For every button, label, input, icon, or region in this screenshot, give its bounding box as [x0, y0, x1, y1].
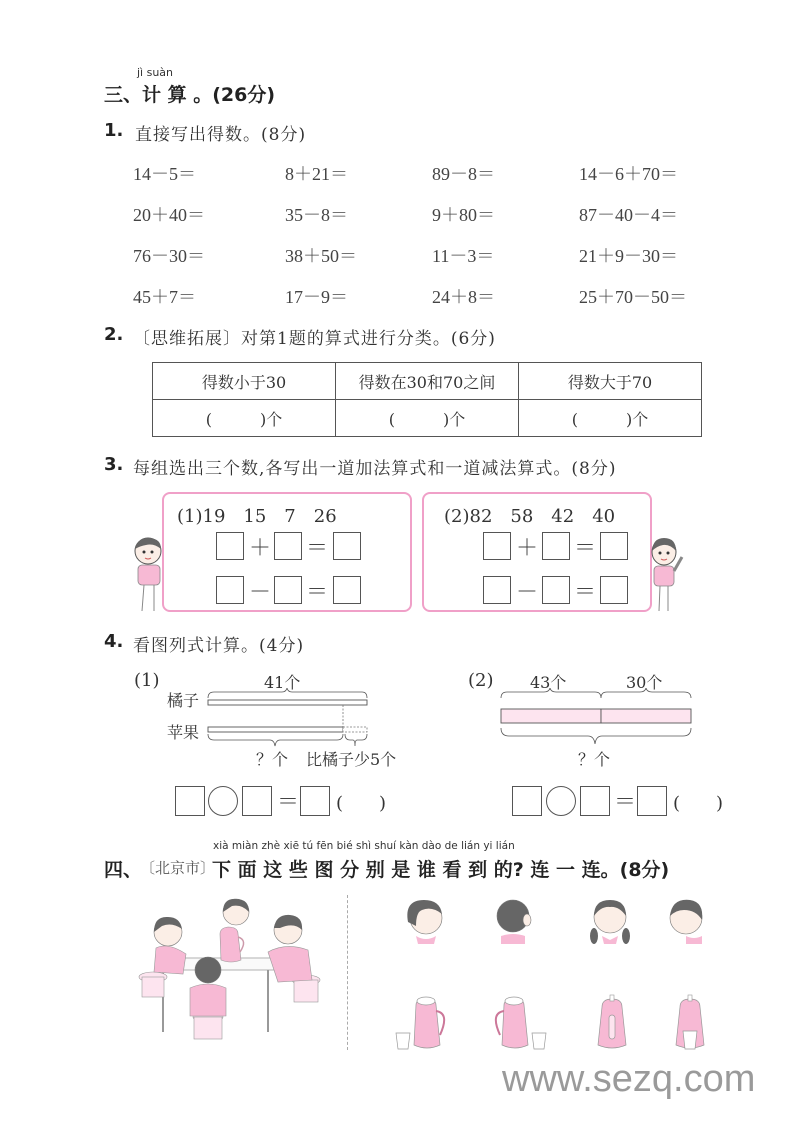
section4-title-prefix: 四、	[104, 859, 143, 881]
equation: 9＋80＝	[432, 205, 495, 225]
answer-blank[interactable]: ( )个	[336, 400, 519, 437]
equals-sign: ＝	[277, 790, 300, 815]
part-1-label: (1)	[134, 670, 160, 691]
equation: 87－40－4＝	[579, 205, 678, 225]
comparison-bar-diagram	[200, 688, 375, 748]
answer-box[interactable]	[600, 532, 628, 560]
equals-sign: ＝	[614, 790, 637, 815]
unknown-count-label: ？个	[256, 750, 289, 769]
answer-box[interactable]	[300, 786, 330, 816]
answer-box[interactable]	[216, 532, 244, 560]
q1-number: 1.	[104, 120, 124, 141]
equation: 14－5＝	[133, 164, 196, 184]
q4-number: 4.	[104, 631, 124, 652]
top-count-label: 41个	[264, 673, 301, 692]
answer-box[interactable]	[333, 532, 361, 560]
difference-note: 比橘子少5个	[306, 750, 397, 769]
equation: 11－3＝	[432, 246, 495, 266]
equation: 25＋70－50＝	[579, 287, 687, 307]
answer-box[interactable]	[483, 532, 511, 560]
answer-box[interactable]	[333, 576, 361, 604]
q2-text: 〔思维拓展〕对第1题的算式进行分类。(6分)	[133, 329, 496, 349]
right-count-label: 30个	[626, 673, 663, 692]
jug-handle-left-cup-right-icon[interactable]	[490, 993, 552, 1053]
answer-box[interactable]	[175, 786, 205, 816]
equation: 89－8＝	[432, 164, 495, 184]
answer-box[interactable]	[542, 576, 570, 604]
operator-circle[interactable]	[546, 786, 576, 816]
answer-box[interactable]	[274, 532, 302, 560]
jug-handle-front-icon[interactable]	[592, 993, 632, 1053]
equation: 45＋7＝	[133, 287, 196, 307]
plus-sign: ＋	[249, 536, 272, 561]
unknown-total-label: ？个	[578, 750, 611, 769]
section3-pinyin: jì suàn	[137, 66, 174, 79]
q3-text: 每组选出三个数,各写出一道加法算式和一道减法算式。(8分)	[133, 459, 617, 479]
row-orange-label: 橘子	[167, 691, 200, 710]
section3-title: 三、计 算 。(26分)	[104, 84, 276, 106]
section4-pinyin: xià miàn zhè xiē tú fēn bié shì shuí kàn dào de lián yi lián	[213, 840, 515, 852]
answer-box[interactable]	[580, 786, 610, 816]
group-1-numbers: (1)19 15 7 26	[177, 506, 337, 527]
equation: 14－6＋70＝	[579, 164, 678, 184]
equals-sign: ＝	[306, 536, 329, 561]
answer-box[interactable]	[637, 786, 667, 816]
jug-handle-right-cup-left-icon[interactable]	[392, 993, 454, 1053]
equation: 8＋21＝	[285, 164, 348, 184]
unit-blank[interactable]: ( )	[336, 793, 387, 814]
equation: 20＋40＝	[133, 205, 205, 225]
classification-table	[152, 362, 702, 437]
answer-box[interactable]	[542, 532, 570, 560]
table-header-cell: 得数在30和70之间	[336, 363, 519, 400]
equation: 17－9＝	[285, 287, 348, 307]
equation: 38＋50＝	[285, 246, 357, 266]
equation: 76－30＝	[133, 246, 205, 266]
watermark: www.sezq.com	[502, 1058, 756, 1100]
group-2-numbers: (2)82 58 42 40	[444, 506, 616, 527]
plus-sign: ＋	[516, 536, 539, 561]
answer-box[interactable]	[274, 576, 302, 604]
girl-braids-front-view-icon[interactable]	[585, 892, 635, 952]
equation: 24＋8＝	[432, 287, 495, 307]
table-header-cell: 得数小于30	[153, 363, 336, 400]
answer-box[interactable]	[242, 786, 272, 816]
part-whole-bar-diagram	[500, 688, 695, 750]
answer-blank[interactable]: ( )个	[519, 400, 702, 437]
region-tag: 〔北京市〕	[140, 859, 216, 877]
table-row	[153, 400, 702, 437]
q3-number: 3.	[104, 454, 124, 475]
q2-number: 2.	[104, 324, 124, 345]
answer-blank[interactable]: ( )个	[153, 400, 336, 437]
girl-ponytail-side-view-icon[interactable]	[398, 892, 448, 947]
row-apple-label: 苹果	[167, 723, 200, 742]
section4-title: 下 面 这 些 图 分 别 是 谁 看 到 的? 连 一 连。(8分)	[212, 859, 670, 881]
left-count-label: 43个	[530, 673, 567, 692]
answer-box[interactable]	[600, 576, 628, 604]
answer-box[interactable]	[216, 576, 244, 604]
girl-character-icon	[648, 535, 688, 615]
equals-sign: ＝	[574, 536, 597, 561]
equals-sign: ＝	[306, 580, 329, 605]
minus-sign: －	[516, 580, 539, 605]
q1-text: 直接写出得数。(8分)	[135, 125, 307, 145]
table-header-cell: 得数大于70	[519, 363, 702, 400]
minus-sign: －	[249, 580, 272, 605]
boy-side-view-icon[interactable]	[662, 892, 712, 947]
children-at-table-illustration	[128, 892, 338, 1042]
equals-sign: ＝	[574, 580, 597, 605]
operator-circle[interactable]	[208, 786, 238, 816]
equation: 21＋9－30＝	[579, 246, 678, 266]
answer-box[interactable]	[483, 576, 511, 604]
divider-line	[347, 895, 348, 1050]
boy-back-view-icon[interactable]	[489, 892, 539, 947]
equation: 35－8＝	[285, 205, 348, 225]
answer-box[interactable]	[512, 786, 542, 816]
table-header-row	[153, 363, 702, 400]
unit-blank[interactable]: ( )	[673, 793, 724, 814]
part-2-label: (2)	[468, 670, 494, 691]
jug-spout-front-cup-icon[interactable]	[670, 993, 710, 1053]
q4-text: 看图列式计算。(4分)	[133, 636, 305, 656]
